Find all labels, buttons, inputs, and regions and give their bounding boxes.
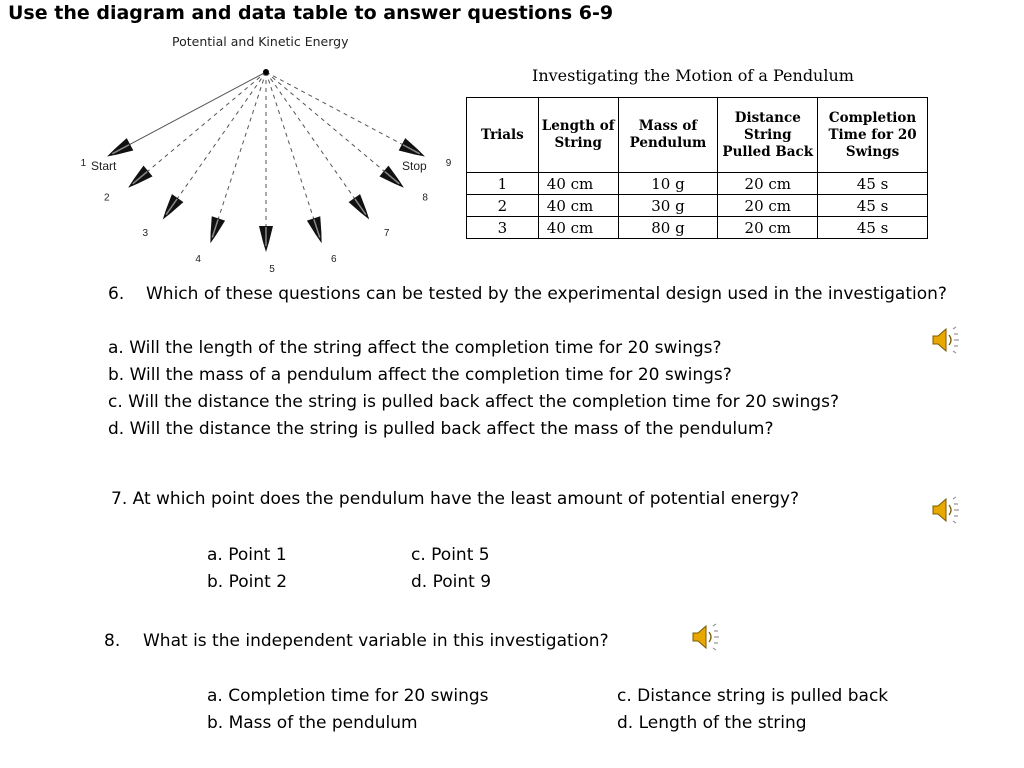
table-cell: 3 xyxy=(467,217,539,239)
question-8-text: What is the independent variable in this investigation? xyxy=(143,631,609,651)
table-cell: 45 s xyxy=(818,195,928,217)
pivot-point xyxy=(263,69,269,75)
point-label: 9 xyxy=(445,157,452,169)
table-cell: 2 xyxy=(467,195,539,217)
pendulum-string xyxy=(174,72,266,203)
pendulum-bob xyxy=(204,216,225,245)
table-row xyxy=(467,195,928,217)
table-cell: 20 cm xyxy=(718,195,818,217)
question-8-option-c: c. Distance string is pulled back xyxy=(617,686,889,706)
question-7-option-b: b. Point 2 xyxy=(207,572,288,592)
question-8-number: 8. xyxy=(104,631,121,651)
speaker-icon[interactable] xyxy=(690,622,722,652)
table-cell: 10 g xyxy=(618,173,718,195)
question-8-option-d: d. Length of the string xyxy=(617,713,807,733)
pendulum-bob xyxy=(124,166,153,193)
table-cell: 45 s xyxy=(818,173,928,195)
question-6-option-c: c. Will the distance the string is pulled back affect the completion time for 20 swings? xyxy=(108,392,839,412)
start-label: Start xyxy=(91,159,117,173)
table-cell: 30 g xyxy=(618,195,718,217)
speaker-icon[interactable] xyxy=(930,495,962,525)
stop-label: Stop xyxy=(402,159,427,173)
question-7-text: 7. At which point does the pendulum have the least amount of potential energy? xyxy=(111,489,799,509)
pendulum-bob xyxy=(349,194,375,223)
question-6-option-a: a. Will the length of the string affect the completion time for 20 swings? xyxy=(108,338,722,358)
table-cell: 20 cm xyxy=(718,217,818,239)
question-6-text: Which of these questions can be tested by the experimental design used in the investigation? xyxy=(146,284,947,304)
table-row xyxy=(467,173,928,195)
table-header-row xyxy=(467,98,928,173)
table-title: Investigating the Motion of a Pendulum xyxy=(532,66,854,85)
table-cell: 40 cm xyxy=(538,217,618,239)
table-cell: 1 xyxy=(467,173,539,195)
speaker-icon[interactable] xyxy=(930,325,962,355)
question-7-option-c: c. Point 5 xyxy=(411,545,490,565)
page-title: Use the diagram and data table to answer questions 6-9 xyxy=(8,2,614,24)
question-6-option-b: b. Will the mass of a pendulum affect the completion time for 20 swings? xyxy=(108,365,732,385)
table-cell: 80 g xyxy=(618,217,718,239)
header-distance: Distance String Pulled Back xyxy=(718,98,818,173)
question-7-option-d: d. Point 9 xyxy=(411,572,492,592)
point-label: 2 xyxy=(104,192,110,204)
table-cell: 40 cm xyxy=(538,195,618,217)
data-table xyxy=(466,97,928,239)
point-label: 7 xyxy=(383,227,390,239)
pendulum-bob xyxy=(307,216,328,245)
point-label: 5 xyxy=(269,264,275,275)
diagram-title: Potential and Kinetic Energy xyxy=(172,34,349,49)
question-8-option-a: a. Completion time for 20 swings xyxy=(207,686,489,706)
question-6-number: 6. xyxy=(108,284,125,304)
header-time: Completion Time for 20 Swings xyxy=(818,98,928,173)
header-length: Length of String xyxy=(538,98,618,173)
pendulum-bob xyxy=(259,226,273,252)
table-cell: 20 cm xyxy=(718,173,818,195)
question-8-option-b: b. Mass of the pendulum xyxy=(207,713,418,733)
pendulum-string xyxy=(266,72,358,203)
question-6-option-d: d. Will the distance the string is pulled back affect the mass of the pendulum? xyxy=(108,419,774,439)
header-trials: Trials xyxy=(467,98,539,173)
point-label: 8 xyxy=(422,192,428,204)
point-label: 1 xyxy=(80,157,87,169)
table-cell: 45 s xyxy=(818,217,928,239)
table-row xyxy=(467,217,928,239)
pendulum-bob xyxy=(157,194,183,223)
point-label: 3 xyxy=(142,227,149,239)
pendulum-string xyxy=(266,72,315,224)
header-mass: Mass of Pendulum xyxy=(618,98,718,173)
table-cell: 40 cm xyxy=(538,173,618,195)
pendulum-diagram xyxy=(80,58,450,280)
point-label: 4 xyxy=(195,254,201,266)
point-label: 6 xyxy=(331,254,337,266)
question-7-option-a: a. Point 1 xyxy=(207,545,287,565)
